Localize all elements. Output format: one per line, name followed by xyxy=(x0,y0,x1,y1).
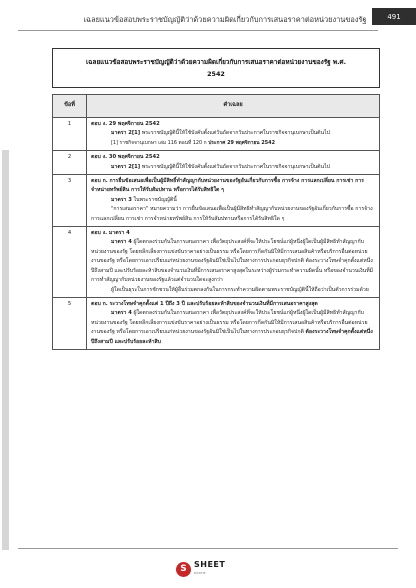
law-paragraph: "การเสนอราคา" หมายความว่า การยื่นข้อเสนอเพื่อเป็นผู้มีสิทธิทำสัญญากับหน่วยงานของรัฐอันเกี่ยวกับการซื้อ การจ้าง การแลกเปลี่ยน การเช่า การจำหน่ายทรัพย์สิน การให้รับสัมปทานหรือการได้รับสิทธิใด ๆ xyxy=(91,206,373,222)
law-paragraph xyxy=(91,238,375,285)
column-header-number: ข้อที่ xyxy=(53,95,87,118)
answer-cell xyxy=(87,118,380,151)
row-number: 1 xyxy=(53,118,87,151)
table-row xyxy=(53,118,380,151)
page-number: 491 xyxy=(372,8,416,25)
law-label: มาตรา 2[1] xyxy=(111,130,141,137)
law-paragraph: ผู้ใดเป็นธุระในการชักชวนให้ผู้อื่นร่วมตกลงกันในการกระทำความผิดตามพระราชบัญญัตินี้ให้ถือว่าเป็นตัวการร่วมด้วย xyxy=(111,286,369,293)
footer-divider xyxy=(18,548,398,549)
row-number: 2 xyxy=(53,151,87,175)
table-row xyxy=(53,151,380,175)
answer-heading: ตอบ ก. ระวางโทษจำคุกตั้งแต่ 1 ปีถึง 3 ปี และปรับร้อยละห้าสิบของจำนวนเงินที่มีการเสนอราคาสูงสุด xyxy=(91,300,318,307)
answer-cell xyxy=(87,297,380,349)
law-penalty: ต้องระวางโทษจำคุกตั้งแต่หนึ่งปีถึงสามปี และปรับร้อยละห้าสิบ xyxy=(91,329,373,345)
logo-word: SHEET xyxy=(194,560,226,569)
logo-subtext: store xyxy=(194,571,207,575)
logo-text xyxy=(194,561,225,577)
column-header-answer: คำเฉลย xyxy=(87,95,380,118)
table-header-row xyxy=(53,95,380,118)
footnote xyxy=(91,139,375,148)
law-paragraph xyxy=(91,309,375,347)
table-row xyxy=(53,175,380,227)
law-section xyxy=(91,129,375,138)
answer-heading: ตอบ ง. มาตรา 4 xyxy=(91,230,130,237)
running-header: เฉลยแนวข้อสอบพระราชบัญญัติว่าด้วยความผิดเกี่ยวกับการเสนอราคาต่อหน่วยงานของรัฐ xyxy=(83,15,367,24)
side-accent-bar xyxy=(2,150,9,550)
title-line-1: เฉลยแนวข้อสอบพระราชบัญญัติว่าด้วยความผิดเกี่ยวกับการเสนอราคาต่อหน่วยงานของรัฐ พ.ศ. xyxy=(85,58,347,66)
table-row xyxy=(53,227,380,298)
law-section xyxy=(91,196,375,205)
law-text: ผู้ใดตกลงร่วมกันในการเสนอราคา เพื่อวัตถุประสงค์ที่จะให้ประโยชน์แก่ผู้หนึ่งผู้ใดเป็นผู้มีสิทธิทำสัญญากับหน่วยงานของรัฐ โดยหลีกเลี่ยงการแข่งขันราคาอย่างเป็นธรรม หรือโดยการกีดกันมิให้มีการเสนอสินค้าหรือบริการอื่นต่อหน่วยงานของรัฐ หรือโดยการเอาเปรียบแก่หน่วยงานของรัฐอันมิใช่เป็นไปในทางการประกอบธุรกิจปกติ ต้องระวางโทษจำคุกตั้งแต่หนึ่งปีถึงสามปี และปรับร้อยละห้าสิบของจำนวนเงินที่มีการเสนอราคาสูงสุดในระหว่างผู้ร่วมกระทำความผิดนั้น หรือของจำนวนเงินที่มีการทำสัญญากับหน่วยงานของรัฐแล้วแต่จำนวนใดจะสูงกว่า xyxy=(91,239,374,284)
logo-mark-icon: S xyxy=(176,562,191,577)
answer-cell xyxy=(87,151,380,175)
row-number: 3 xyxy=(53,175,87,227)
title-line-2: 2542 xyxy=(207,70,225,78)
answer-heading: ตอบ ง. 29 พฤศจิกายน 2542 xyxy=(91,121,160,127)
table-row xyxy=(53,297,380,349)
law-label: มาตรา 3 xyxy=(111,196,132,203)
answer-heading: ตอบ ก. การยื่นข้อเสนอเพื่อเป็นผู้มีสิทธิ์ทำสัญญากับหน่วยงานของรัฐอันเกี่ยวกับการซื้อ การจ้าง การแลกเปลี่ยน การเช่า การจำหน่ายทรัพย์สิน การให้รับสัมปทาน หรือการได้รับสิทธิใด ๆ xyxy=(91,178,364,194)
row-number: 4 xyxy=(53,227,87,298)
footnote-text: [1] ราชกิจจานุเบกษา เล่ม 116 ตอนที่ 120 ก xyxy=(111,139,207,146)
law-label: มาตรา 4 xyxy=(111,310,132,317)
law-text: ผู้ใดตกลงร่วมกันในการเสนอราคา เพื่อวัตถุประสงค์ที่จะให้ประโยชน์แก่ผู้หนึ่งผู้ใดเป็นผู้มีสิทธิทำสัญญากับหน่วยงานของรัฐ โดยหลีกเลี่ยงการแข่งขันราคาอย่างเป็นธรรม หรือโดยการกีดกันมิให้มีการเสนอสินค้าหรือบริการอื่นต่อหน่วยงานของรัฐ หรือโดยการเอาเปรียบแก่หน่วยงานของรัฐอันมิใช่เป็นไปในทางการประกอบธุรกิจปกติ xyxy=(91,310,368,336)
document-title-box xyxy=(52,48,380,88)
answer-cell xyxy=(87,227,380,298)
footnote-date: ประกาศ 29 พฤศจิกายน 2542 xyxy=(208,139,275,146)
row-number: 5 xyxy=(53,297,87,349)
law-text: พระราชบัญญัตินี้ให้ใช้บังคับตั้งแต่วันถัดจากวันประกาศในราชกิจจานุเบกษาเป็นต้นไป xyxy=(141,130,330,137)
answer-table xyxy=(52,94,380,350)
answer-cell xyxy=(87,175,380,227)
answer-heading: ตอบ ง. 30 พฤศจิกายน 2542 xyxy=(91,154,160,161)
law-section xyxy=(91,163,375,172)
law-text: พระราชบัญญัตินี้ให้ใช้บังคับตั้งแต่วันถัดจากวันประกาศในราชกิจจานุเบกษาเป็นต้นไป xyxy=(141,163,330,170)
sheet-store-logo xyxy=(176,556,246,582)
law-label: มาตรา 4 xyxy=(111,239,132,246)
header-divider xyxy=(18,30,378,31)
law-text: ในพระราชบัญญัตินี้ xyxy=(133,196,177,203)
law-label: มาตรา 2[1] xyxy=(111,163,141,170)
